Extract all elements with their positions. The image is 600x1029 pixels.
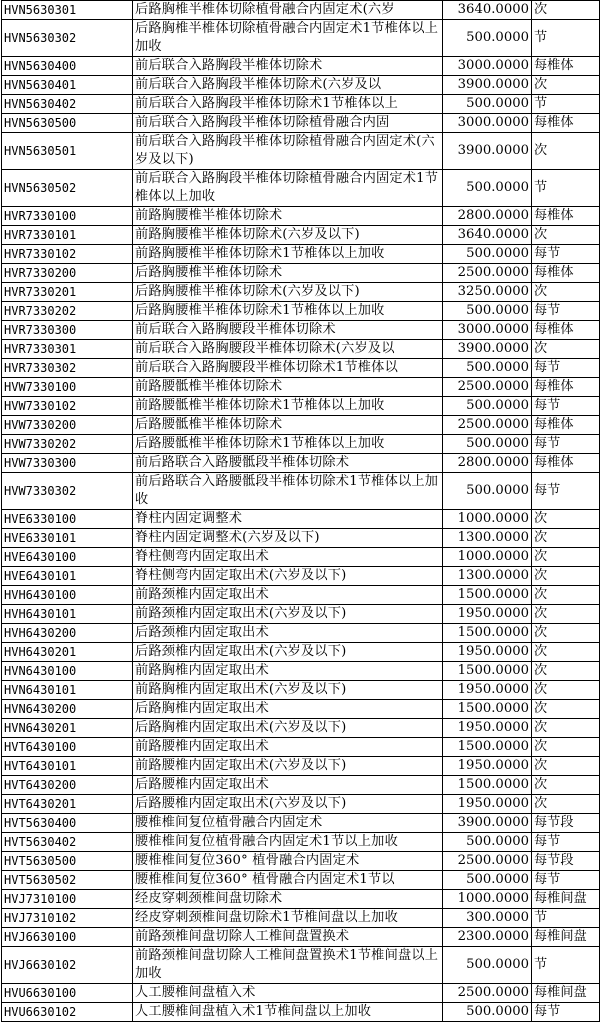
item-name-cell: 前后联合入路胸段半椎体切除植骨融合内固定术(六岁及以下) — [133, 133, 443, 170]
table-row — [2, 226, 600, 245]
table-row — [2, 928, 600, 947]
item-price-cell: 3000.0000 — [443, 321, 532, 340]
table-row — [2, 662, 600, 681]
item-code-cell: HVW7330200 — [2, 416, 133, 435]
item-unit-cell: 次 — [532, 605, 600, 624]
item-code-cell: HVN6430101 — [2, 681, 133, 700]
item-price-cell: 500.0000 — [443, 302, 532, 321]
table-row — [2, 170, 600, 207]
item-code-cell: HVN6430200 — [2, 700, 133, 719]
item-price-cell: 1500.0000 — [443, 776, 532, 795]
item-unit-cell: 每节段 — [532, 814, 600, 833]
item-unit-cell: 每椎间盘 — [532, 984, 600, 1003]
item-unit-cell: 次 — [532, 738, 600, 757]
item-price-cell: 1500.0000 — [443, 662, 532, 681]
item-price-cell: 1500.0000 — [443, 586, 532, 605]
item-code-cell: HVW7330202 — [2, 435, 133, 454]
item-code-cell: HVR7330202 — [2, 302, 133, 321]
item-name-cell: 前路腰椎内固定取出术(六岁及以下) — [133, 757, 443, 776]
item-code-cell: HVN5630502 — [2, 170, 133, 207]
item-code-cell: HVN6430100 — [2, 662, 133, 681]
item-code-cell: HVN5630500 — [2, 114, 133, 133]
item-code-cell: HVR7330300 — [2, 321, 133, 340]
item-price-cell: 300.0000 — [443, 909, 532, 928]
item-unit-cell: 每椎间盘 — [532, 890, 600, 909]
table-row — [2, 586, 600, 605]
item-name-cell: 前路胸腰椎半椎体切除术(六岁及以下) — [133, 226, 443, 245]
table-row — [2, 947, 600, 984]
item-price-cell: 500.0000 — [443, 245, 532, 264]
item-code-cell: HVR7330301 — [2, 340, 133, 359]
item-name-cell: 脊柱侧弯内固定取出术 — [133, 548, 443, 567]
item-price-cell: 1000.0000 — [443, 548, 532, 567]
item-unit-cell: 每节 — [532, 871, 600, 890]
table-row — [2, 321, 600, 340]
item-price-cell: 500.0000 — [443, 359, 532, 378]
item-code-cell: HVT5630502 — [2, 871, 133, 890]
table-row — [2, 473, 600, 510]
item-code-cell: HVT6430100 — [2, 738, 133, 757]
item-code-cell: HVH6430201 — [2, 643, 133, 662]
item-name-cell: 后路胸椎内固定取出术(六岁及以下) — [133, 719, 443, 738]
item-unit-cell: 每节 — [532, 302, 600, 321]
item-price-cell: 1500.0000 — [443, 624, 532, 643]
table-row — [2, 681, 600, 700]
item-code-cell: HVN5630501 — [2, 133, 133, 170]
item-unit-cell: 节 — [532, 20, 600, 57]
item-price-cell: 3640.0000 — [443, 226, 532, 245]
item-name-cell: 前路腰骶椎半椎体切除术1节椎体以上加收 — [133, 397, 443, 416]
item-name-cell: 后路腰椎内固定取出术 — [133, 776, 443, 795]
item-name-cell: 后路腰椎内固定取出术(六岁及以下) — [133, 795, 443, 814]
item-name-cell: 脊柱内固定调整术(六岁及以下) — [133, 529, 443, 548]
table-row — [2, 114, 600, 133]
item-price-cell: 500.0000 — [443, 170, 532, 207]
item-unit-cell: 次 — [532, 643, 600, 662]
table-row — [2, 643, 600, 662]
item-unit-cell: 每节 — [532, 473, 600, 510]
item-unit-cell: 每节 — [532, 1003, 600, 1022]
table-row — [2, 1003, 600, 1022]
item-name-cell: 经皮穿刺颈椎间盘切除术 — [133, 890, 443, 909]
item-code-cell: HVN5630301 — [2, 1, 133, 20]
item-unit-cell: 每节 — [532, 833, 600, 852]
table-row — [2, 1, 600, 20]
item-code-cell: HVJ6630100 — [2, 928, 133, 947]
table-row — [2, 719, 600, 738]
item-name-cell: 人工腰椎间盘植入术 — [133, 984, 443, 1003]
item-unit-cell: 次 — [532, 776, 600, 795]
item-unit-cell: 每节 — [532, 435, 600, 454]
item-price-cell: 1300.0000 — [443, 567, 532, 586]
item-code-cell: HVE6330100 — [2, 510, 133, 529]
item-name-cell: 前后联合入路胸段半椎体切除术 — [133, 57, 443, 76]
item-code-cell: HVH6430100 — [2, 586, 133, 605]
table-row — [2, 340, 600, 359]
item-unit-cell: 每椎体 — [532, 416, 600, 435]
item-name-cell: 后路颈椎内固定取出术(六岁及以下) — [133, 643, 443, 662]
table-row — [2, 984, 600, 1003]
table-row — [2, 909, 600, 928]
item-price-cell: 1500.0000 — [443, 738, 532, 757]
item-price-cell: 2800.0000 — [443, 454, 532, 473]
item-price-cell: 1300.0000 — [443, 529, 532, 548]
item-name-cell: 前后联合入路胸段半椎体切除植骨融合内固 — [133, 114, 443, 133]
item-unit-cell: 次 — [532, 133, 600, 170]
item-code-cell: HVR7330101 — [2, 226, 133, 245]
item-unit-cell: 次 — [532, 586, 600, 605]
table-row — [2, 378, 600, 397]
table-row — [2, 624, 600, 643]
item-name-cell: 前后联合入路胸腰段半椎体切除术 — [133, 321, 443, 340]
item-price-cell: 2500.0000 — [443, 264, 532, 283]
table-row — [2, 57, 600, 76]
table-row — [2, 529, 600, 548]
item-name-cell: 前路胸腰椎半椎体切除术1节椎体以上加收 — [133, 245, 443, 264]
item-unit-cell: 每椎体 — [532, 57, 600, 76]
table-row — [2, 890, 600, 909]
item-code-cell: HVT6430101 — [2, 757, 133, 776]
item-price-cell: 1000.0000 — [443, 890, 532, 909]
item-unit-cell: 次 — [532, 681, 600, 700]
item-unit-cell: 节 — [532, 95, 600, 114]
table-row — [2, 245, 600, 264]
table-row — [2, 283, 600, 302]
item-name-cell: 后路胸椎半椎体切除植骨融合内固定术1节椎体以上加收 — [133, 20, 443, 57]
item-price-cell: 1000.0000 — [443, 510, 532, 529]
item-unit-cell: 次 — [532, 548, 600, 567]
item-name-cell: 脊柱内固定调整术 — [133, 510, 443, 529]
item-code-cell: HVJ7310100 — [2, 890, 133, 909]
item-price-cell: 500.0000 — [443, 20, 532, 57]
item-name-cell: 腰椎椎间复位360° 植骨融合内固定术 — [133, 852, 443, 871]
item-name-cell: 腰椎椎间复位360° 植骨融合内固定术1节以 — [133, 871, 443, 890]
item-price-cell: 3900.0000 — [443, 133, 532, 170]
item-name-cell: 腰椎椎间复位植骨融合内固定术1节以上加收 — [133, 833, 443, 852]
item-code-cell: HVE6330101 — [2, 529, 133, 548]
table-row — [2, 207, 600, 226]
item-name-cell: 前路胸腰椎半椎体切除术 — [133, 207, 443, 226]
table-row — [2, 397, 600, 416]
item-name-cell: 前后路联合入路腰骶段半椎体切除术 — [133, 454, 443, 473]
item-unit-cell: 每节 — [532, 245, 600, 264]
item-name-cell: 前路颈椎间盘切除人工椎间盘置换术 — [133, 928, 443, 947]
item-name-cell: 前路腰椎内固定取出术 — [133, 738, 443, 757]
item-unit-cell: 次 — [532, 1, 600, 20]
item-name-cell: 前路颈椎内固定取出术(六岁及以下) — [133, 605, 443, 624]
item-unit-cell: 次 — [532, 757, 600, 776]
item-unit-cell: 每椎间盘 — [532, 928, 600, 947]
item-name-cell: 后路胸腰椎半椎体切除术(六岁及以下) — [133, 283, 443, 302]
item-price-cell: 500.0000 — [443, 947, 532, 984]
item-price-cell: 1950.0000 — [443, 757, 532, 776]
item-code-cell: HVN5630302 — [2, 20, 133, 57]
item-code-cell: HVH6430200 — [2, 624, 133, 643]
table-row — [2, 871, 600, 890]
item-name-cell: 后路胸腰椎半椎体切除术 — [133, 264, 443, 283]
item-price-cell: 1950.0000 — [443, 681, 532, 700]
item-code-cell: HVT5630402 — [2, 833, 133, 852]
item-price-cell: 2800.0000 — [443, 207, 532, 226]
item-name-cell: 前后联合入路胸腰段半椎体切除术(六岁及以 — [133, 340, 443, 359]
item-unit-cell: 每椎体 — [532, 207, 600, 226]
table-row — [2, 302, 600, 321]
item-code-cell: HVR7330100 — [2, 207, 133, 226]
item-unit-cell: 每节段 — [532, 852, 600, 871]
item-unit-cell: 次 — [532, 567, 600, 586]
item-name-cell: 前路腰骶椎半椎体切除术 — [133, 378, 443, 397]
item-code-cell: HVR7330201 — [2, 283, 133, 302]
item-unit-cell: 每节 — [532, 359, 600, 378]
table-row — [2, 510, 600, 529]
table-row — [2, 76, 600, 95]
item-price-cell: 1950.0000 — [443, 719, 532, 738]
item-price-cell: 2500.0000 — [443, 852, 532, 871]
item-name-cell: 后路颈椎内固定取出术 — [133, 624, 443, 643]
item-code-cell: HVR7330102 — [2, 245, 133, 264]
item-code-cell: HVH6430101 — [2, 605, 133, 624]
table-row — [2, 548, 600, 567]
item-code-cell: HVN6430201 — [2, 719, 133, 738]
item-price-cell: 500.0000 — [443, 871, 532, 890]
item-unit-cell: 每椎体 — [532, 114, 600, 133]
item-name-cell: 前路颈椎内固定取出术 — [133, 586, 443, 605]
item-code-cell: HVW7330300 — [2, 454, 133, 473]
item-price-cell: 500.0000 — [443, 833, 532, 852]
item-name-cell: 经皮穿刺颈椎间盘切除术1节椎间盘以上加收 — [133, 909, 443, 928]
item-code-cell: HVE6430101 — [2, 567, 133, 586]
item-code-cell: HVT5630500 — [2, 852, 133, 871]
item-unit-cell: 每椎体 — [532, 378, 600, 397]
item-name-cell: 人工腰椎间盘植入术1节椎间盘以上加收 — [133, 1003, 443, 1022]
item-name-cell: 前后路联合入路腰骶段半椎体切除术1节椎体以上加收 — [133, 473, 443, 510]
fee-schedule-rows — [2, 1, 600, 1022]
item-name-cell: 后路腰骶椎半椎体切除术 — [133, 416, 443, 435]
item-name-cell: 后路胸椎半椎体切除植骨融合内固定术(六岁 — [133, 1, 443, 20]
item-price-cell: 1950.0000 — [443, 605, 532, 624]
table-row — [2, 20, 600, 57]
item-unit-cell: 每椎体 — [532, 264, 600, 283]
item-price-cell: 3900.0000 — [443, 814, 532, 833]
item-unit-cell: 节 — [532, 947, 600, 984]
item-code-cell: HVR7330200 — [2, 264, 133, 283]
item-code-cell: HVN5630401 — [2, 76, 133, 95]
item-name-cell: 后路腰骶椎半椎体切除术1节椎体以上加收 — [133, 435, 443, 454]
item-unit-cell: 次 — [532, 283, 600, 302]
item-name-cell: 前后联合入路胸段半椎体切除术(六岁及以 — [133, 76, 443, 95]
item-price-cell: 3250.0000 — [443, 283, 532, 302]
table-row — [2, 454, 600, 473]
item-price-cell: 500.0000 — [443, 435, 532, 454]
item-unit-cell: 次 — [532, 529, 600, 548]
table-row — [2, 133, 600, 170]
item-name-cell: 后路胸腰椎半椎体切除术1节椎体以上加收 — [133, 302, 443, 321]
table-row — [2, 605, 600, 624]
table-row — [2, 567, 600, 586]
table-row — [2, 416, 600, 435]
table-row — [2, 814, 600, 833]
item-name-cell: 腰椎椎间复位植骨融合内固定术 — [133, 814, 443, 833]
item-price-cell: 500.0000 — [443, 95, 532, 114]
item-price-cell: 3640.0000 — [443, 1, 532, 20]
item-name-cell: 前后联合入路胸段半椎体切除术1节椎体以上 — [133, 95, 443, 114]
item-name-cell: 前路胸椎内固定取出术 — [133, 662, 443, 681]
table-row — [2, 852, 600, 871]
item-unit-cell: 次 — [532, 719, 600, 738]
table-row — [2, 359, 600, 378]
item-code-cell: HVN5630400 — [2, 57, 133, 76]
item-code-cell: HVT6430200 — [2, 776, 133, 795]
item-price-cell: 500.0000 — [443, 1003, 532, 1022]
item-price-cell: 3900.0000 — [443, 340, 532, 359]
item-unit-cell: 次 — [532, 795, 600, 814]
item-name-cell: 后路胸椎内固定取出术 — [133, 700, 443, 719]
item-price-cell: 1500.0000 — [443, 700, 532, 719]
table-row — [2, 95, 600, 114]
item-unit-cell: 每椎体 — [532, 454, 600, 473]
item-code-cell: HVW7330302 — [2, 473, 133, 510]
item-code-cell: HVT5630400 — [2, 814, 133, 833]
item-price-cell: 1950.0000 — [443, 643, 532, 662]
item-code-cell: HVW7330100 — [2, 378, 133, 397]
item-price-cell: 1950.0000 — [443, 795, 532, 814]
item-price-cell: 2500.0000 — [443, 378, 532, 397]
item-unit-cell: 节 — [532, 170, 600, 207]
item-price-cell: 3000.0000 — [443, 114, 532, 133]
item-price-cell: 2500.0000 — [443, 416, 532, 435]
item-unit-cell: 次 — [532, 700, 600, 719]
item-price-cell: 3000.0000 — [443, 57, 532, 76]
table-row — [2, 795, 600, 814]
item-unit-cell: 次 — [532, 624, 600, 643]
item-code-cell: HVJ7310102 — [2, 909, 133, 928]
item-code-cell: HVU6630102 — [2, 1003, 133, 1022]
table-row — [2, 776, 600, 795]
table-row — [2, 833, 600, 852]
item-unit-cell: 次 — [532, 510, 600, 529]
item-price-cell: 2500.0000 — [443, 984, 532, 1003]
item-price-cell: 500.0000 — [443, 473, 532, 510]
item-unit-cell: 次 — [532, 76, 600, 95]
item-code-cell: HVN5630402 — [2, 95, 133, 114]
item-code-cell: HVW7330102 — [2, 397, 133, 416]
table-row — [2, 264, 600, 283]
item-code-cell: HVT6430201 — [2, 795, 133, 814]
table-row — [2, 738, 600, 757]
item-unit-cell: 每节 — [532, 397, 600, 416]
item-name-cell: 前后联合入路胸腰段半椎体切除术1节椎体以 — [133, 359, 443, 378]
table-row — [2, 757, 600, 776]
item-price-cell: 3900.0000 — [443, 76, 532, 95]
item-code-cell: HVE6430100 — [2, 548, 133, 567]
item-unit-cell: 每椎体 — [532, 321, 600, 340]
item-name-cell: 前路颈椎间盘切除人工椎间盘置换术1节椎间盘以上加收 — [133, 947, 443, 984]
table-row — [2, 700, 600, 719]
item-code-cell: HVR7330302 — [2, 359, 133, 378]
item-code-cell: HVU6630100 — [2, 984, 133, 1003]
item-code-cell: HVJ6630102 — [2, 947, 133, 984]
item-name-cell: 脊柱侧弯内固定取出术(六岁及以下) — [133, 567, 443, 586]
item-price-cell: 500.0000 — [443, 397, 532, 416]
item-price-cell: 2300.0000 — [443, 928, 532, 947]
item-unit-cell: 节 — [532, 909, 600, 928]
item-name-cell: 前后联合入路胸段半椎体切除植骨融合内固定术1节椎体以上加收 — [133, 170, 443, 207]
table-row — [2, 435, 600, 454]
fee-schedule-table — [1, 0, 600, 1022]
item-name-cell: 前路胸椎内固定取出术(六岁及以下) — [133, 681, 443, 700]
item-unit-cell: 次 — [532, 662, 600, 681]
item-unit-cell: 次 — [532, 226, 600, 245]
item-unit-cell: 次 — [532, 340, 600, 359]
